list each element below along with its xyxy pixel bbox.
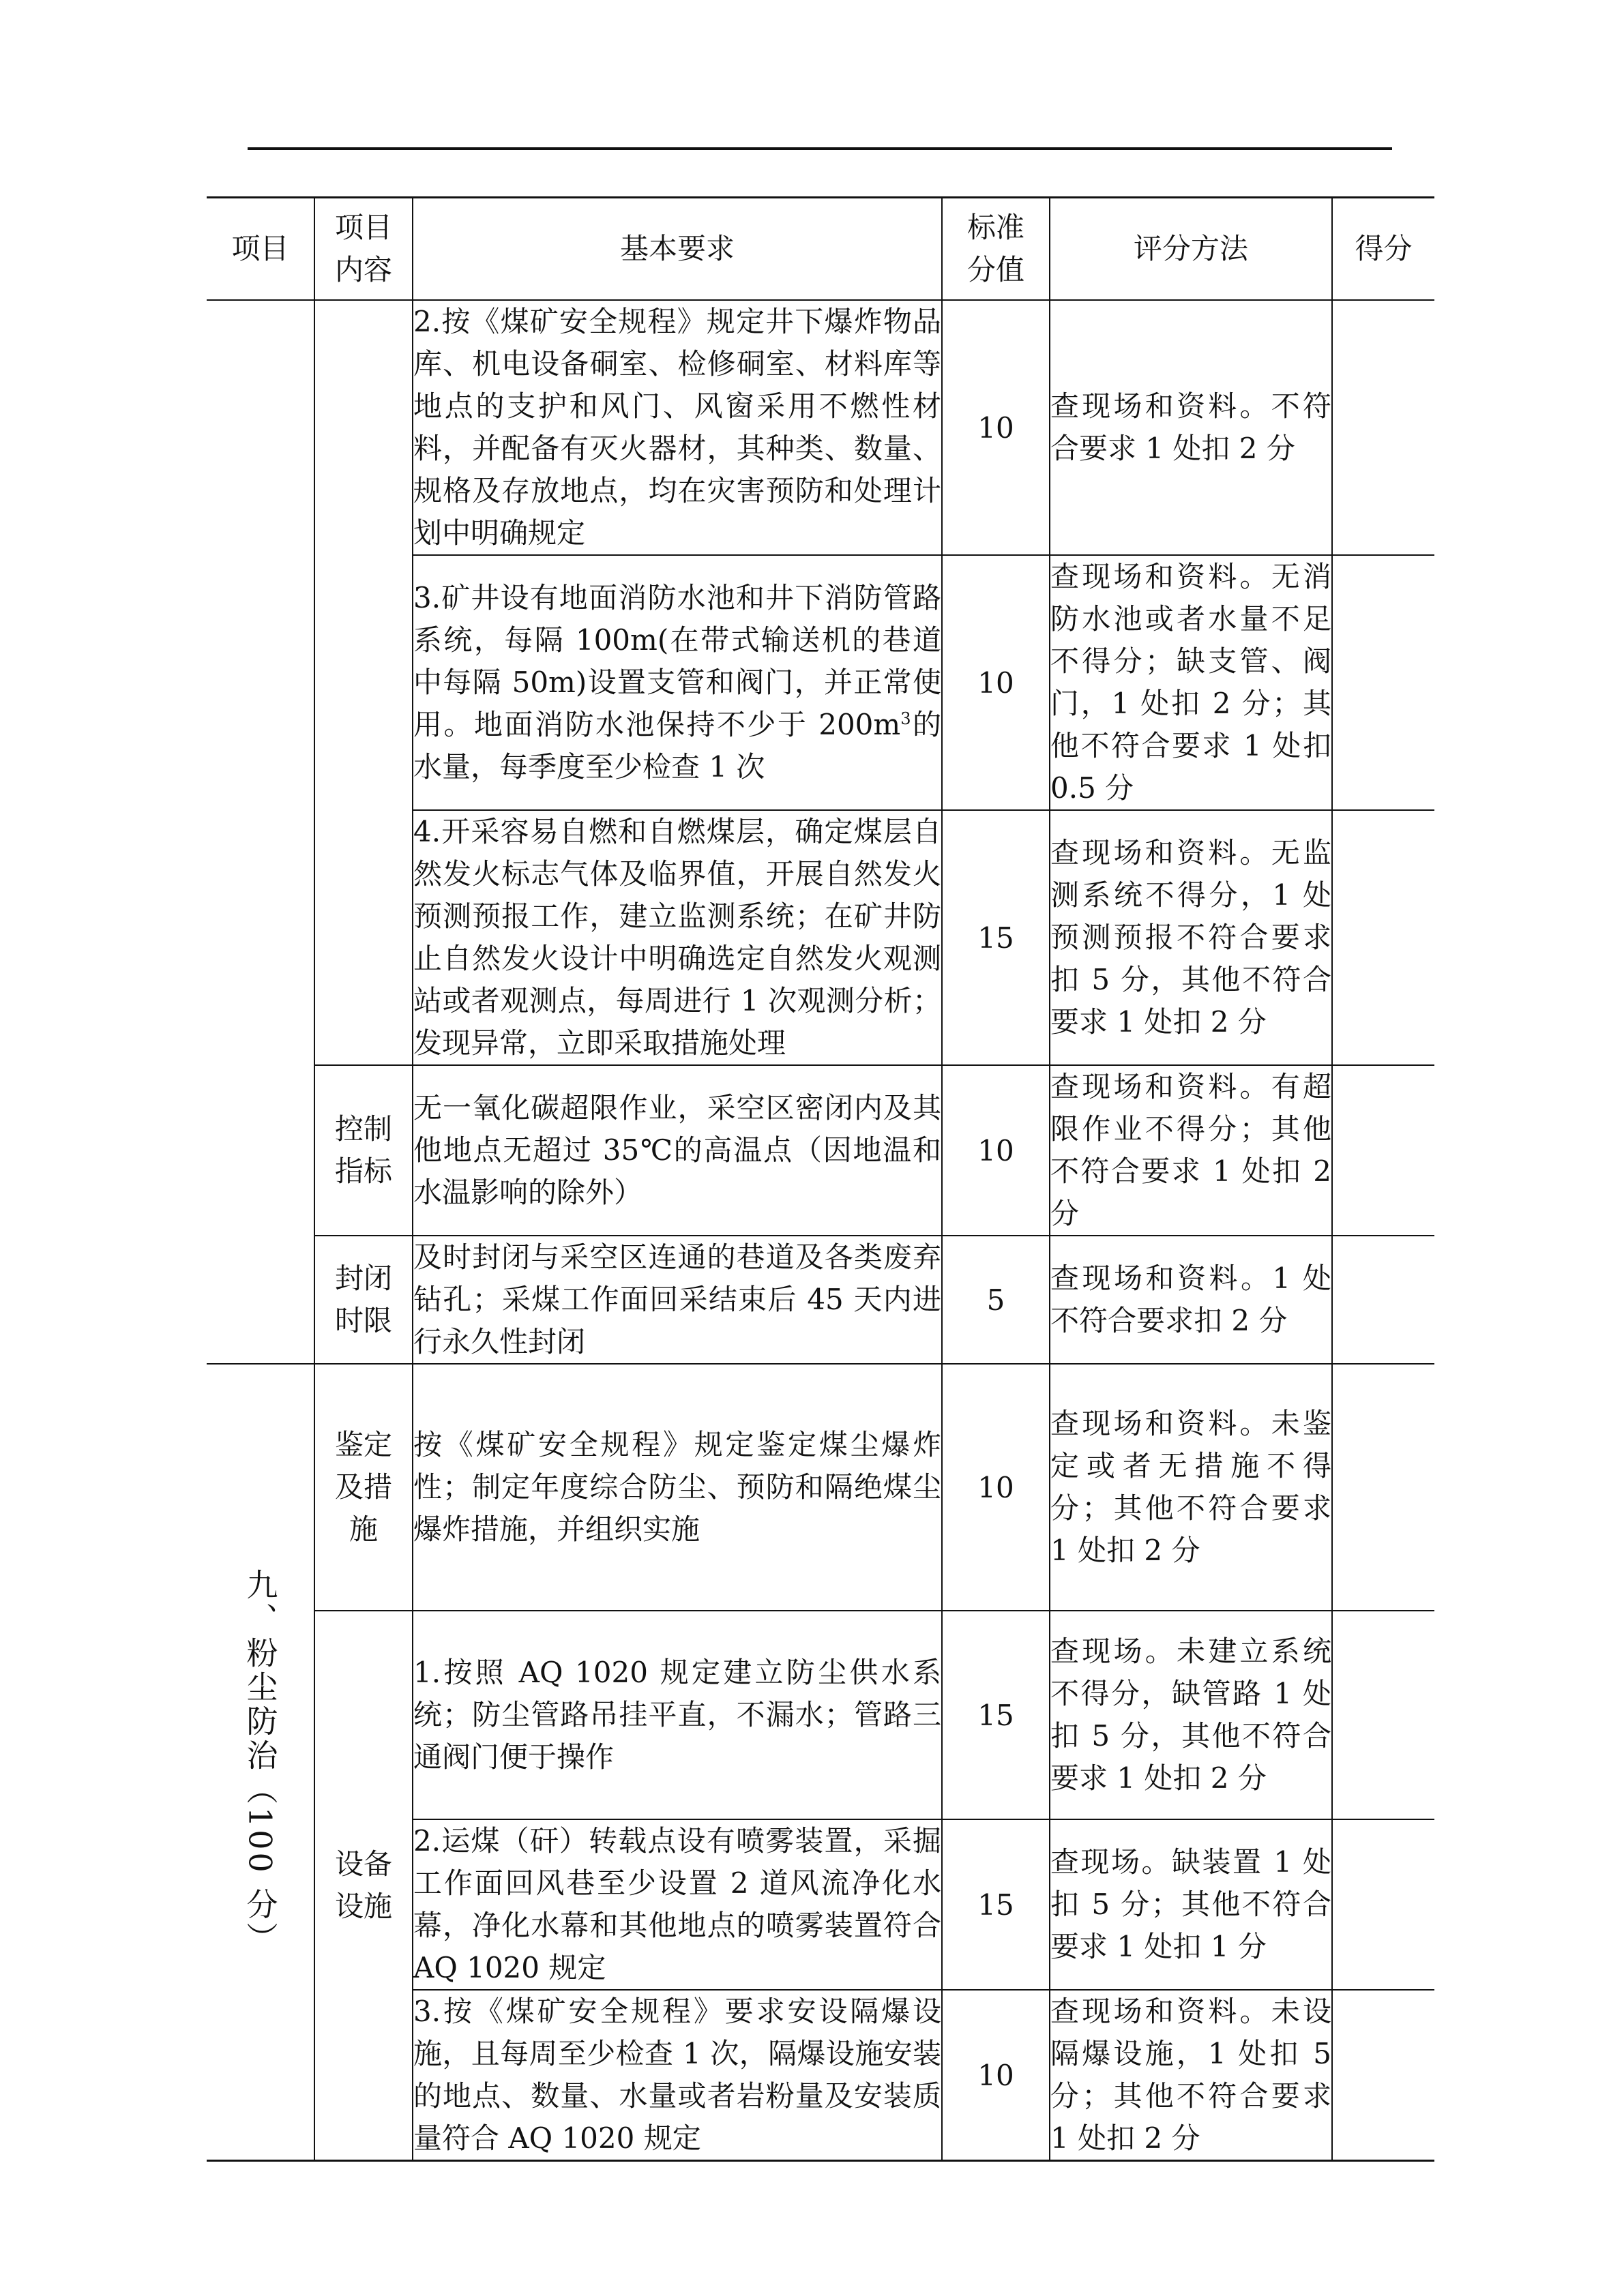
score-cell[interactable] xyxy=(1332,1364,1434,1611)
requirement-cell: 4.开采容易自燃和自燃煤层，确定煤层自然发火标志气体及临界值，开展自然发火预测预报工作，建立监测系统；在矿井防止自然发火设计中明确选定自然发火观测站或者观测点，每周进行 1 次观测分析；发现异常，立即采取措施处理 xyxy=(413,810,942,1065)
col-header-item: 项目 xyxy=(207,198,314,301)
requirement-cell: 3.按《煤矿安全规程》要求安设隔爆设施，且每周至少检查 1 次，隔爆设施安装的地点、数量、水量或者岩粉量及安装质量符合 AQ 1020 规定 xyxy=(413,1990,942,2161)
score-cell[interactable] xyxy=(1332,555,1434,810)
method-cell: 查现场。缺装置 1 处扣 5 分；其他不符合要求 1 处扣 1 分 xyxy=(1050,1819,1332,1990)
standard-score-cell: 15 xyxy=(942,1819,1050,1990)
standard-score-cell: 5 xyxy=(942,1236,1050,1364)
score-cell[interactable] xyxy=(1332,810,1434,1065)
requirement-cell: 2.按《煤矿安全规程》规定井下爆炸物品库、机电设备硐室、检修硐室、材料库等地点的支护和风门、风窗采用不燃性材料，并配备有灭火器材，其种类、数量、规格及存放地点，均在灾害预防和处理计划中明确规定 xyxy=(413,300,942,555)
method-cell: 查现场和资料。未设隔爆设施，1 处扣 5 分；其他不符合要求 1 处扣 2 分 xyxy=(1050,1990,1332,2161)
content-cell: 鉴定及措施 xyxy=(314,1364,413,1611)
requirement-cell: 按《煤矿安全规程》规定鉴定煤尘爆炸性；制定年度综合防尘、预防和隔绝煤尘爆炸措施，并组织实施 xyxy=(413,1364,942,1611)
method-cell: 查现场和资料。未鉴定或者无措施不得分；其他不符合要求 1 处扣 2 分 xyxy=(1050,1364,1332,1611)
col-header-requirement: 基本要求 xyxy=(413,198,942,301)
table-row xyxy=(207,1236,1434,1364)
content-cell-empty xyxy=(314,300,413,1065)
standard-score-cell: 15 xyxy=(942,810,1050,1065)
requirement-cell: 2.运煤（矸）转载点设有喷雾装置，采掘工作面回风巷至少设置 2 道风流净化水幕，净化水幕和其他地点的喷雾装置符合 AQ 1020 规定 xyxy=(413,1819,942,1990)
method-cell: 查现场和资料。1 处不符合要求扣 2 分 xyxy=(1050,1236,1332,1364)
standard-score-cell: 10 xyxy=(942,300,1050,555)
method-cell: 查现场和资料。无消防水池或者水量不足不得分；缺支管、阀门，1 处扣 2 分；其他不符合要求 1 处扣 0.5 分 xyxy=(1050,555,1332,810)
standard-score-cell: 10 xyxy=(942,1990,1050,2161)
standard-score-cell: 10 xyxy=(942,1364,1050,1611)
method-cell: 查现场和资料。有超限作业不得分；其他不符合要求 1 处扣 2 分 xyxy=(1050,1065,1332,1236)
score-cell[interactable] xyxy=(1332,1611,1434,1819)
table-row xyxy=(207,1364,1434,1611)
standard-score-cell: 15 xyxy=(942,1611,1050,1819)
content-cell: 封闭时限 xyxy=(314,1236,413,1364)
method-cell: 查现场。未建立系统不得分，缺管路 1 处扣 5 分，其他不符合要求 1 处扣 2 分 xyxy=(1050,1611,1332,1819)
content-cell: 设备设施 xyxy=(314,1611,413,2161)
item-cell-empty xyxy=(207,300,314,1364)
standard-score-cell: 10 xyxy=(942,1065,1050,1236)
col-header-standard-score: 标准分值 xyxy=(942,198,1050,301)
table-row xyxy=(207,1065,1434,1236)
method-cell: 查现场和资料。无监测系统不得分，1 处预测预报不符合要求扣 5 分，其他不符合要求 1 处扣 2 分 xyxy=(1050,810,1332,1065)
content-cell: 控制指标 xyxy=(314,1065,413,1236)
table-row xyxy=(207,300,1434,555)
standard-score-cell: 10 xyxy=(942,555,1050,810)
scoring-table xyxy=(207,196,1434,2162)
score-cell[interactable] xyxy=(1332,1990,1434,2161)
requirement-cell: 1.按照 AQ 1020 规定建立防尘供水系统；防尘管路吊挂平直，不漏水；管路三通阀门便于操作 xyxy=(413,1611,942,1819)
score-cell[interactable] xyxy=(1332,1819,1434,1990)
requirement-cell: 无一氧化碳超限作业，采空区密闭内及其他地点无超过 35℃的高温点（因地温和水温影响的除外） xyxy=(413,1065,942,1236)
score-cell[interactable] xyxy=(1332,1065,1434,1236)
score-cell[interactable] xyxy=(1332,1236,1434,1364)
item-cell: 九、粉尘防治（100 分） xyxy=(207,1364,314,2161)
method-cell: 查现场和资料。不符合要求 1 处扣 2 分 xyxy=(1050,300,1332,555)
col-header-content: 项目内容 xyxy=(314,198,413,301)
score-cell[interactable] xyxy=(1332,300,1434,555)
table-header-row xyxy=(207,198,1434,301)
requirement-cell: 3.矿井设有地面消防水池和井下消防管路系统，每隔 100m(在带式输送机的巷道中每隔 50m)设置支管和阀门，并正常使用。地面消防水池保持不少于 $200m^3$的水量，每季度至少检查 1 次 xyxy=(413,555,942,810)
requirement-cell: 及时封闭与采空区连通的巷道及各类废弃钻孔；采煤工作面回采结束后 45 天内进行永久性封闭 xyxy=(413,1236,942,1364)
col-header-score: 得分 xyxy=(1332,198,1434,301)
table-row xyxy=(207,1611,1434,1819)
col-header-method: 评分方法 xyxy=(1050,198,1332,301)
header-rule xyxy=(248,147,1392,150)
